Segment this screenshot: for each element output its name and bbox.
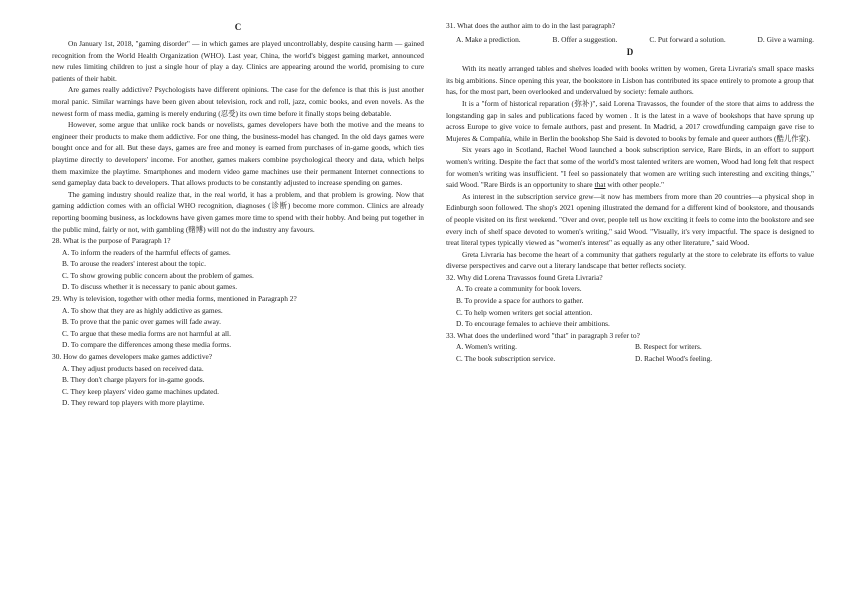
question-29 (52, 293, 424, 351)
question-stem: 28. What is the purpose of Paragraph 1? (52, 236, 171, 246)
passage-d-paragraph-4: As interest in the subscription service grew—it now has members from more than 20 countries—a physical shop in Edinburgh soon followed. The shop's 2021 opening illustrated the demand for a different kind of bookstore, and thousands of people visited on its first weekend. "Over and over, people tell us how exciting it feels to come into the bookstore and see every inch of shelf space devoted to women's writing," said Wood. "Visually, it's very impactful. The space is designed to treat literal types typically viewed as "women's interest" as equally as any other literature," said Wood. (446, 191, 814, 248)
passage-c-paragraph-2: Are games really addictive? Psychologists have different opinions. The case for the defence is that this is just another moral panic. Similar warnings have been given about television, rock and roll, jazz, comic books, and even novels. As the newest form of mass media, gaming is merely enduring (忍受) its own time before it finally stops being debatable. (52, 85, 424, 118)
option-c: C. They keep players' video game machines updated. (62, 386, 219, 396)
option-c: C. Put forward a solution. (649, 34, 726, 44)
question-31 (446, 20, 814, 45)
left-column (52, 20, 424, 409)
paragraph-3-ending: with other people." (607, 180, 664, 190)
question-stem: 31. What does the author aim to do in the last paragraph? (446, 21, 615, 30)
passage-d-paragraph-3 (446, 144, 814, 190)
option-d: D. They reward top players with more playtime. (62, 398, 205, 408)
option-d: D. To compare the differences among these media forms. (62, 340, 232, 350)
question-stem: 29. Why is television, together with other media forms, mentioned in Paragraph 2? (52, 294, 297, 304)
passage-c-paragraph-4: The gaming industry should realize that, in the real world, it has a problem, and that problem is growing. Now that gaming addiction comes with an official WHO recognition, diagnoses (诊断) become more common. Clinics are already reporting booming business, as lockdowns have given games more time to spend with their hobby. And being put together in the public mind, fairly or not, with gambling (赌博) will not do the industry any favours. (52, 189, 424, 234)
question-stem: 33. What does the underlined word "that" in paragraph 3 refer to? (446, 330, 640, 340)
option-b: B. Respect for writers. (635, 342, 702, 352)
option-c: C. To help women writers get social attention. (456, 307, 593, 317)
question-32 (446, 272, 814, 330)
option-a: A. To inform the readers of the harmful effects of games. (62, 247, 231, 257)
option-a: A. To create a community for book lovers. (456, 284, 582, 294)
option-d: D. Give a warning. (757, 34, 814, 44)
question-30 (52, 351, 424, 409)
passage-c-heading: C (234, 22, 242, 32)
option-a: A. Make a prediction. (456, 34, 521, 44)
right-column (446, 20, 814, 365)
options-grid (456, 341, 814, 364)
option-d: D. To discuss whether it is necessary to panic about games. (62, 282, 238, 292)
question-33 (446, 330, 814, 365)
option-b: B. To arouse the readers' interest about the topic. (62, 259, 206, 269)
passage-d-paragraph-2: It is a "form of historical reparation (弥补)", said Lorena Travassos, the founder of the store that aims to address the longstanding gap in sales and publications faced by women . It is the latest in a wave of bookshops that have sprung up across Europe to give voice to female authors, past and present. In Madrid, a 2017 crowdfunding campaign gave rise to Mujeres & Compañía, while in Berlin the bookshop She Said is devoted to books by female and queer authors (酷儿作家). (446, 98, 814, 143)
question-28 (52, 235, 424, 293)
passage-d-paragraph-1: With its neatly arranged tables and shelves loaded with books written by women, Greta Livraria's small space masks its big ambitions. Since opening this year, the bookstore in Lisbon has contributed its space entirely to promote a group that has, for the most part, been overlooked and undervalued by society: female authors. (446, 64, 814, 97)
passage-d-heading: D (626, 47, 634, 58)
question-stem: 30. How do games developers make games addictive? (52, 352, 213, 362)
option-d: D. Rachel Wood's feeling. (635, 354, 713, 364)
option-b: B. To provide a space for authors to gather. (456, 296, 584, 306)
underlined-word: that (594, 180, 606, 190)
option-b: B. Offer a suggestion. (552, 34, 618, 44)
question-stem: 32. Why did Lorena Travassos found Greta Livraria? (446, 272, 603, 282)
passage-d-paragraph-5: Greta Livraria has become the heart of a community that gathers regularly at the store to celebrate its efforts to value diverse perspectives and carve out a literary landscape that better reflects society. (446, 249, 814, 271)
option-b: B. They don't charge players for in-game goods. (62, 375, 205, 385)
options-row (456, 34, 814, 46)
passage-c-paragraph-1: On January 1st, 2018, "gaming disorder" — in which games are played uncontrollably, despite causing harm — gained recognition from the World Health Organization (WHO). Last year, China, the world's biggest gaming market, announced new rules limiting children to just a single hour of play a day. Clinics are appearing around the world, promising to cure patients of their habit. (52, 39, 424, 83)
option-d: D. To encourage females to achieve their ambitions. (456, 319, 610, 329)
option-a: A. To show that they are as highly addictive as games. (62, 305, 223, 315)
paragraph-3-text: Six years ago in Scotland, Rachel Wood launched a book subscription service, Rare Birds, in an effort to support women's writing. Despite the fact that some of the world's most talented writers are women, Wood had long felt that respect for women's writing was insufficient. "I feel so passionately that women are writing such interesting and exciting things," said Wood. "Rare Birds is an opportunity to share (446, 145, 814, 190)
option-c: C. To show growing public concern about the problem of games. (62, 270, 254, 280)
option-c: C. The book subscription service. (456, 354, 556, 364)
passage-c-paragraph-3: However, some argue that unlike rock bands or novelists, games developers have both the motive and the means to engineer their products to make them addictive. For one thing, the business-model has changed. In the old days games were bought once and for all. But these days, games are free and money is earned from purchases of in-game goods, which ties playtime directly to developers' income. For another, games makers combine psychological theory and data, which helps them maximize the playtime. Smartphones and modern video game machines use their permanent Internet connections to send gameplay data back to developers. That allows products to be constantly adjusted to increase spending on games. (52, 120, 424, 188)
option-c: C. To argue that these media forms are not harmful at all. (62, 328, 231, 338)
option-a: A. They adjust products based on received data. (62, 363, 204, 373)
option-a: A. Women's writing. (456, 342, 517, 352)
option-b: B. To prove that the panic over games will fade away. (62, 317, 221, 327)
